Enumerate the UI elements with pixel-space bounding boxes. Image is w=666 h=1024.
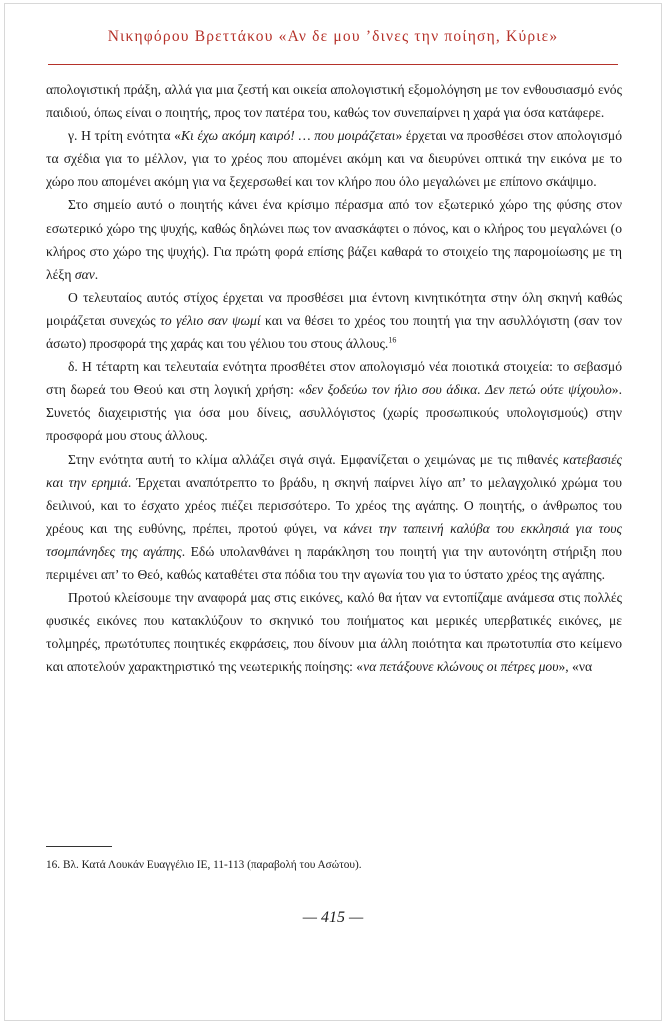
text-run: Προτού κλείσουμε την αναφορά μας στις εικόνες, καλό θα ήταν να εντοπίζαμε ανάμεσα στις πολλές φυσικές εικόνες που κατακλύζουν το σκηνικό του ποιήματος και μερικές υπερβατικές εικόνες, με τολμηρές, πρωτότυπες ποιητικές εκφράσεις, που δίνουν μια άλλη ποιότητα και πρωτοτυπία στο κείμενο και αποτελούν χαρακτηριστικό της νεωτερικής ποίησης: « <box>46 590 622 675</box>
footnote: 16. Βλ. Κατά Λουκάν Ευαγγέλιο ΙΕ, 11-113 (παραβολή του Ασώτου). <box>46 859 362 871</box>
paragraph <box>46 448 622 587</box>
body-text <box>46 78 622 678</box>
italic-run: δεν ξοδεύω τον ήλιο σου άδικα. Δεν πετώ ούτε ψίχουλο <box>305 382 612 398</box>
italic-run: σαν <box>74 266 95 282</box>
paragraph <box>46 286 622 355</box>
footnote-ref: 16 <box>388 335 397 345</box>
header-rule <box>48 64 618 65</box>
paragraph <box>46 78 622 124</box>
italic-run: να πετάξουνε κλώνους οι πέτρες μου <box>363 659 559 675</box>
text-run: Στην ενότητα αυτή το κλίμα αλλάζει σιγά σιγά. Εμφανίζεται ο χειμώνας με τις πιθανές <box>68 451 563 467</box>
text-run: . <box>94 266 99 282</box>
paragraph <box>46 586 622 678</box>
text-run: . Εδώ υπολανθάνει η παράκληση του ποιητή για την αυτονόητη στήριξη που περιμένει απ’ το Θεό, καθώς καταθέτει στα πόδια του την αγωνία του για το ύστατο χρέος της αγάπης. <box>46 543 622 582</box>
text-run: », «να <box>558 659 593 675</box>
page-number: — 415 — <box>302 909 364 926</box>
text-run: » έρχεται να προσθέσει στον απολογισμό τα σχέδια για το μέλλον, για το χρέος που απομένει ακόμη και να διευρύνει οπτικά την εικόνα με το χώρο που απομένει ακόμη για να ξεχερσωθεί και τον κλήρο που όλο μεγαλώνει με επίπονο σκάψιμο. <box>46 128 622 190</box>
text-run: γ. Η τρίτη ενότητα « <box>68 128 181 144</box>
italic-run: κατεβασιές και την ερημιά <box>46 451 622 490</box>
running-header: Νικηφόρου Βρεττάκου «Αν δε μου ’δινες την ποίηση, Κύριε» <box>107 28 559 45</box>
text-run: Στο σημείο αυτό ο ποιητής κάνει ένα κρίσιμο πέρασμα από τον εξωτερικό χώρο της φύσης στον εσωτερικό χώρο της ψυχής, καθώς δηλώνει πως τον ανασκάφτει ο πόνος, και ο κλήρος του μεγαλώνει (ο κλήρος στο χώρο της ψυχής). Για πρώτη φορά επίσης βάζει καθαρά το στοιχείο της παρομοίωσης με τη λέξη <box>46 197 622 282</box>
italic-run: το γέλιο σαν ψωμί <box>160 312 261 328</box>
text-run: ». Συνετός διαχειριστής για όσα μου δίνεις, ασυλλόγιστος (χωρίς προσωπικούς υπολογισμούς) στην προσφορά μου στους άλλους. <box>46 382 622 444</box>
italic-run: κάνει την ταπεινή καλύβα του εκκλησιά για τους τσομπάνηδες της αγάπης <box>46 520 622 559</box>
paragraph <box>46 193 622 285</box>
text-run: Ο τελευταίος αυτός στίχος έρχεται να προσθέσει μια έντονη κινητικότητα στην όλη σκηνή καθώς μοιράζεται συνεχώς <box>46 289 622 328</box>
footnote-rule <box>46 846 112 847</box>
text-run: . Έρχεται αναπότρεπτο το βράδυ, η σκηνή παίρνει λίγο απ’ το μελαγχολικό χρώμα του δειλινού, και το έσχατο χρέος πιέζει περισσότερο. Το χρέος της αγάπης. Ο ποιητής, ο άνθρωπος του χρέους και της ευθύνης, πρέπει, προτού φύγει, να <box>46 474 622 536</box>
text-run: δ. Η τέταρτη και τελευταία ενότητα προσθέτει στον απολογισμό νέα ποιοτικά στοιχεία: το σεβασμό στη δωρεά του Θεού και στη λογική χρήση: « <box>46 359 622 398</box>
paragraph <box>46 124 622 193</box>
paragraph <box>46 355 622 447</box>
text-run: απολογιστική πράξη, αλλά για μια ζεστή και οικεία απολογιστική εξομολόγηση με τον ενθουσιασμό ενός παιδιού, όπως είναι ο ποιητής, προς τον πατέρα του, καθώς τον συνεπαίρνει η χαρά για όσα κατάφερε. <box>46 82 622 121</box>
text-run: και να θέσει το χρέος του ποιητή για την ασυλλόγιστη (σαν τον άσωτο) προσφορά της χαράς και του γέλιου του στους άλλους. <box>46 312 622 352</box>
italic-run: Κι έχω ακόμη καιρό! … που μοιράζεται <box>180 128 396 144</box>
